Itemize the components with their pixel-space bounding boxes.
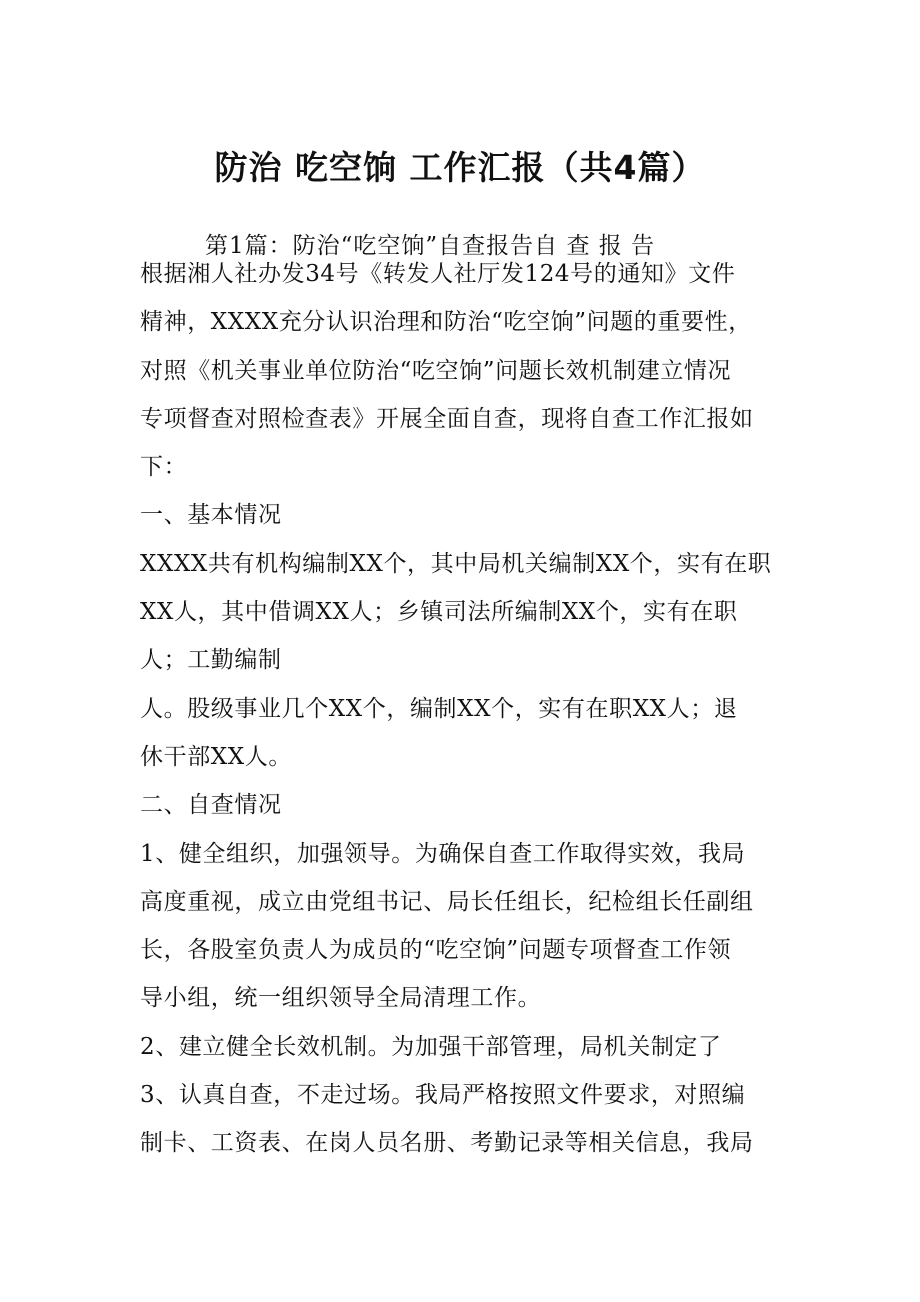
paragraph-line: 下： bbox=[140, 454, 188, 481]
document-title: 防治 吃空饷 工作汇报（共4篇） bbox=[214, 148, 706, 187]
paragraph-line: 导小组，统一组织领导全局清理工作。 bbox=[140, 985, 542, 1012]
paragraph-line: 人；工勤编制 bbox=[140, 647, 282, 674]
paragraph-line: 长，各股室负责人为成员的“吃空饷”问题专项督查工作领 bbox=[140, 937, 732, 964]
paragraph-line: XX人，其中借调XX人；乡镇司法所编制XX个，实有在职 bbox=[140, 599, 738, 626]
paragraph-line: 制卡、工资表、在岗人员名册、考勤记录等相关信息，我局 bbox=[140, 1130, 754, 1157]
document-body bbox=[140, 250, 800, 1168]
paragraph-line: XXXX共有机构编制XX个，其中局机关编制XX个，实有在职 bbox=[140, 550, 772, 577]
paragraph-line: 人。股级事业几个XX个，编制XX个，实有在职XX人；退 bbox=[140, 695, 738, 722]
paragraph-line: 1、健全组织，加强领导。为确保自查工作取得实效，我局 bbox=[140, 840, 746, 867]
paragraph-line: 根据湘人社办发34号《转发人社厅发124号的通知》文件 bbox=[140, 261, 736, 287]
paragraph-line: 对照《机关事业单位防治“吃空饷”问题长效机制建立情况 bbox=[140, 357, 732, 384]
document-subtitle: 第1篇：防治“吃空饷”自查报告自 查 报 告 bbox=[205, 233, 656, 259]
section-heading: 一、基本情况 bbox=[140, 502, 282, 529]
paragraph-line: 2、建立健全长效机制。为加强干部管理，局机关制定了 bbox=[140, 1033, 722, 1060]
paragraph-line: 高度重视，成立由党组书记、局长任组长，纪检组长任副组 bbox=[140, 888, 754, 915]
paragraph-line: 精神，XXXX充分认识治理和防治“吃空饷”问题的重要性， bbox=[140, 309, 752, 336]
paragraph-line: 3、认真自查，不走过场。我局严格按照文件要求，对照编 bbox=[140, 1082, 746, 1109]
paragraph-line: 休干部XX人。 bbox=[140, 743, 292, 770]
section-heading: 二、自查情况 bbox=[140, 792, 282, 819]
paragraph-line: 专项督查对照检查表》开展全面自查，现将自查工作汇报如 bbox=[140, 405, 754, 432]
